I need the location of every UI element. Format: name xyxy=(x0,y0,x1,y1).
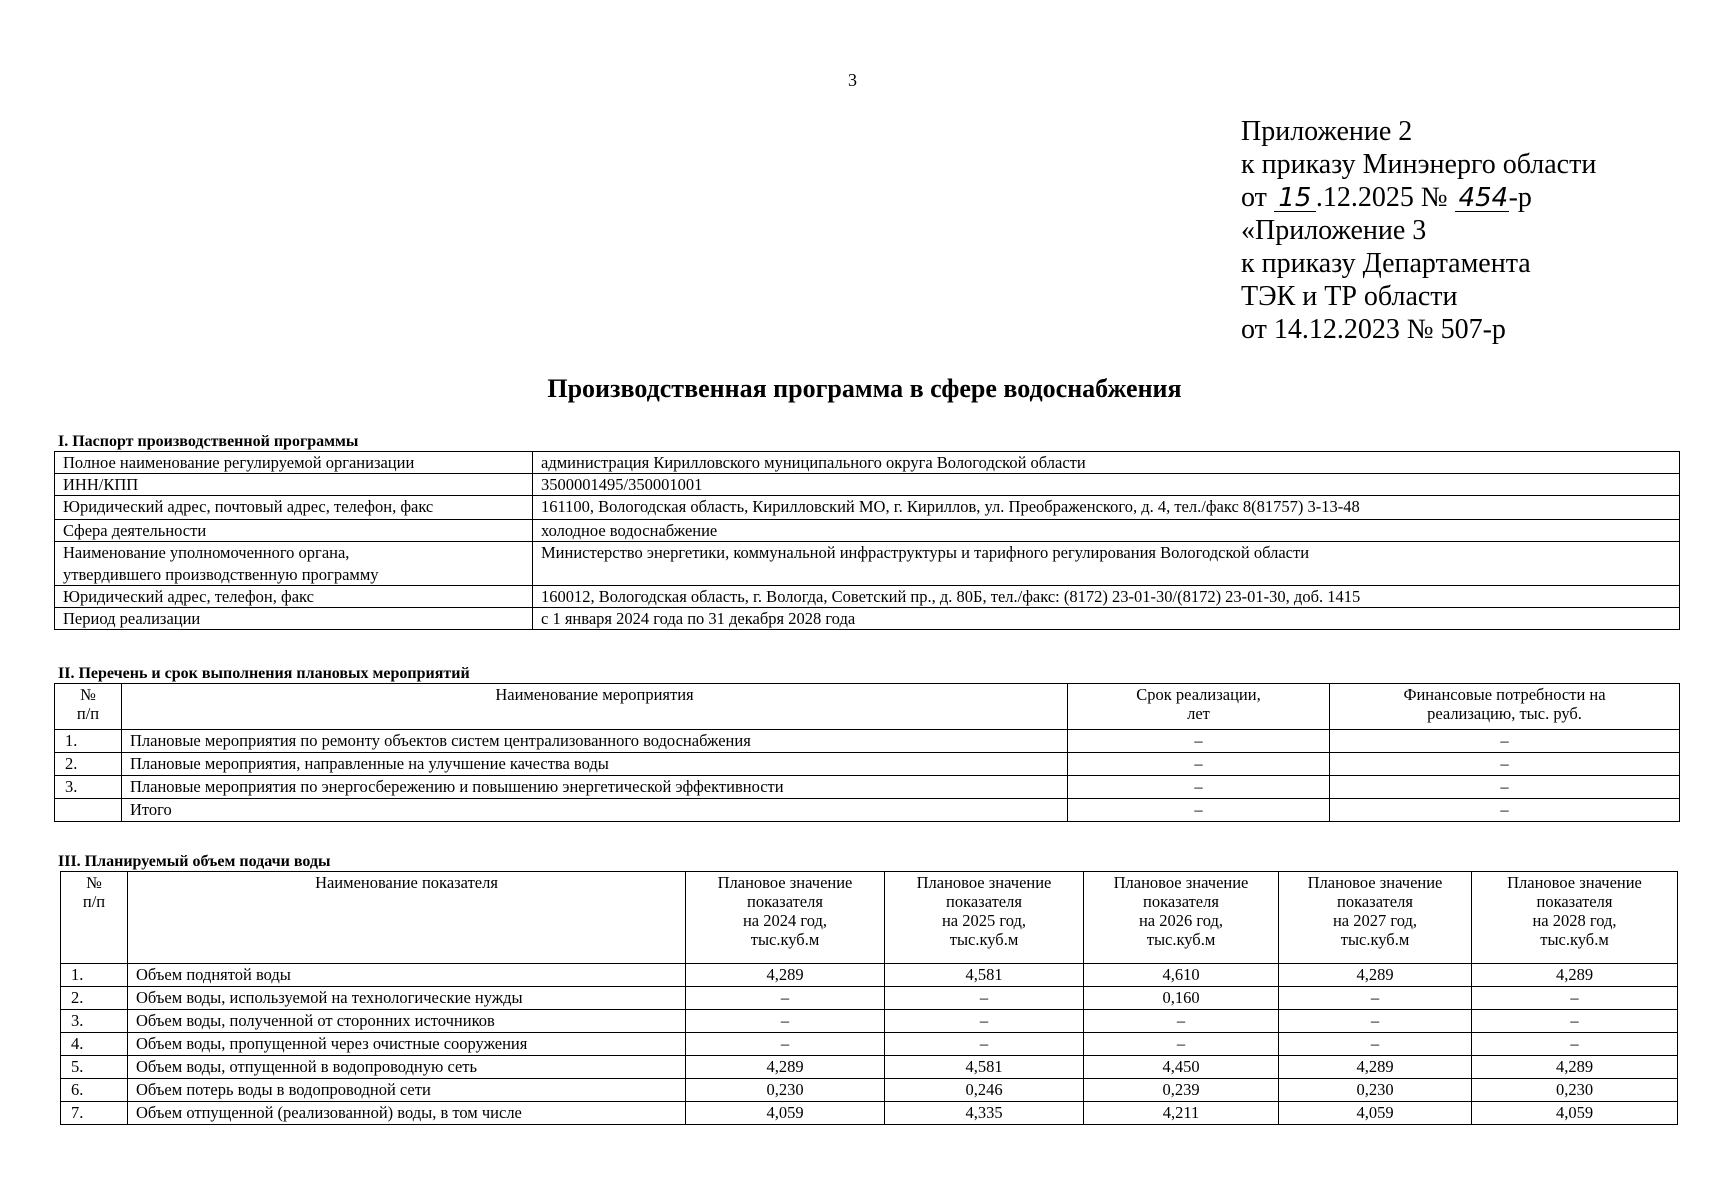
activity-finance: – xyxy=(1330,753,1680,776)
activity-name: Плановые мероприятия по энергосбережению и повышению энергетической эффективности xyxy=(122,776,1068,799)
value-2024: 4,059 xyxy=(686,1102,885,1125)
header-text: на 2025 год, xyxy=(941,911,1027,930)
indicator-name: Объем отпущенной (реализованной) воды, в том числе xyxy=(128,1102,686,1125)
section-3-heading: III. Планируемый объем подачи воды xyxy=(58,853,331,870)
activities-table xyxy=(54,683,1680,822)
row-num: 3. xyxy=(61,1010,128,1033)
value-2026: 4,610 xyxy=(1084,964,1279,987)
section-2-heading: II. Перечень и срок выполнения плановых мероприятий xyxy=(58,665,470,682)
header-text: № xyxy=(86,873,102,892)
activity-term: – xyxy=(1068,730,1330,753)
value-2028: 4,059 xyxy=(1472,1102,1678,1125)
header-text: тыс.куб.м xyxy=(949,930,1019,949)
indicator-name: Объем потерь воды в водопроводной сети xyxy=(128,1079,686,1102)
header-text: на 2026 год, xyxy=(1138,911,1224,930)
header-text: показателя xyxy=(1337,892,1413,911)
col-header-num xyxy=(55,684,122,730)
header-text: на 2027 год, xyxy=(1332,911,1418,930)
section-1-heading: I. Паспорт производственной программы xyxy=(58,433,359,450)
header-text: реализацию, тыс. руб. xyxy=(1427,704,1582,723)
table-row xyxy=(61,1102,1678,1125)
header-text: тыс.куб.м xyxy=(1540,930,1609,949)
appendix-line-5: к приказу Департамента xyxy=(1241,248,1531,279)
value-2024: – xyxy=(686,1010,885,1033)
header-text: показателя xyxy=(747,892,823,911)
value-2028: – xyxy=(1472,987,1678,1010)
value-2025: 4,335 xyxy=(885,1102,1084,1125)
value-2024: 4,289 xyxy=(686,1056,885,1079)
value-2027: 4,059 xyxy=(1279,1102,1472,1125)
table-row xyxy=(55,586,1680,608)
value-2026: 4,211 xyxy=(1084,1102,1279,1125)
passport-label: Период реализации xyxy=(55,608,533,630)
row-num xyxy=(55,799,122,822)
row-num: 2. xyxy=(55,753,122,776)
value-2026: 4,450 xyxy=(1084,1056,1279,1079)
value-2026: – xyxy=(1084,1033,1279,1056)
activity-name: Плановые мероприятия, направленные на улучшение качества воды xyxy=(122,753,1068,776)
value-2025: – xyxy=(885,987,1084,1010)
value-2025: – xyxy=(885,1033,1084,1056)
value-2026: 0,160 xyxy=(1084,987,1279,1010)
indicator-name: Объем воды, отпущенной в водопроводную сеть xyxy=(128,1056,686,1079)
value-2027: – xyxy=(1279,1010,1472,1033)
header-text: Плановое значение xyxy=(916,873,1052,892)
value-2027: 4,289 xyxy=(1279,964,1472,987)
row-num: 5. xyxy=(61,1056,128,1079)
col-header-num xyxy=(61,872,128,964)
table-row xyxy=(55,608,1680,630)
value-2028: – xyxy=(1472,1033,1678,1056)
value-2026: 0,239 xyxy=(1084,1079,1279,1102)
value-2024: – xyxy=(686,1033,885,1056)
activity-finance: – xyxy=(1330,730,1680,753)
col-header-name: Наименование мероприятия xyxy=(122,684,1068,730)
col-header-term xyxy=(1068,684,1330,730)
indicator-name: Объем воды, используемой на технологические нужды xyxy=(128,987,686,1010)
appendix-line-6: ТЭК и ТР области xyxy=(1241,281,1458,312)
row-num: 6. xyxy=(61,1079,128,1102)
table-row xyxy=(55,520,1680,542)
activity-finance: – xyxy=(1330,799,1680,822)
value-2024: 4,289 xyxy=(686,964,885,987)
appendix-line-2: к приказу Минэнерго области xyxy=(1241,149,1597,180)
header-text: тыс.куб.м xyxy=(1146,930,1216,949)
value-2028: 0,230 xyxy=(1472,1079,1678,1102)
passport-label: Юридический адрес, телефон, факс xyxy=(55,586,533,608)
table-row xyxy=(61,1010,1678,1033)
col-header-name: Наименование показателя xyxy=(128,872,686,964)
table-row xyxy=(55,753,1680,776)
col-header-finance xyxy=(1330,684,1680,730)
appendix-date-prefix: от xyxy=(1241,182,1267,213)
table-row xyxy=(55,452,1680,474)
value-2025: 0,246 xyxy=(885,1079,1084,1102)
table-header-row xyxy=(55,684,1680,730)
passport-value: 3500001495/350001001 xyxy=(533,474,1680,496)
header-text: п/п xyxy=(76,704,100,723)
header-text: Плановое значение xyxy=(1507,873,1642,892)
table-row xyxy=(55,776,1680,799)
table-row xyxy=(61,1033,1678,1056)
activity-name: Плановые мероприятия по ремонту объектов систем централизованного водоснабжения xyxy=(122,730,1068,753)
header-text: тыс.куб.м xyxy=(1340,930,1410,949)
value-2028: – xyxy=(1472,1010,1678,1033)
indicator-name: Объем воды, полученной от сторонних источников xyxy=(128,1010,686,1033)
col-header-year xyxy=(1472,872,1678,964)
indicator-name: Объем поднятой воды xyxy=(128,964,686,987)
value-2024: – xyxy=(686,987,885,1010)
header-text: Плановое значение xyxy=(717,873,853,892)
activity-term: – xyxy=(1068,799,1330,822)
passport-value: с 1 января 2024 года по 31 декабря 2028 года xyxy=(533,608,1680,630)
handwritten-day: 15 xyxy=(1274,185,1316,212)
page-title: Производственная программа в сфере водоснабжения xyxy=(547,374,1182,403)
activity-term: – xyxy=(1068,776,1330,799)
passport-value: Министерство энергетики, коммунальной инфраструктуры и тарифного регулирования Вологодской области xyxy=(533,542,1680,586)
appendix-date-suffix: -р xyxy=(1508,182,1532,213)
row-num: 1. xyxy=(61,964,128,987)
header-text: на 2028 год, xyxy=(1532,911,1617,930)
table-row xyxy=(61,1056,1678,1079)
value-2028: 4,289 xyxy=(1472,964,1678,987)
header-text: тыс.куб.м xyxy=(750,930,820,949)
header-text: № xyxy=(80,685,96,704)
passport-label: Юридический адрес, почтовый адрес, телефон, факс xyxy=(55,496,533,520)
table-row xyxy=(55,542,1680,586)
col-header-year xyxy=(686,872,885,964)
passport-label xyxy=(55,542,533,586)
table-row xyxy=(55,799,1680,822)
row-num: 2. xyxy=(61,987,128,1010)
row-num: 1. xyxy=(55,730,122,753)
value-2025: 4,581 xyxy=(885,1056,1084,1079)
value-2028: 4,289 xyxy=(1472,1056,1678,1079)
header-text: Плановое значение xyxy=(1307,873,1443,892)
value-2027: 0,230 xyxy=(1279,1079,1472,1102)
row-num: 4. xyxy=(61,1033,128,1056)
volumes-table xyxy=(60,871,1678,1125)
indicator-name: Объем воды, пропущенной через очистные сооружения xyxy=(128,1033,686,1056)
header-text: п/п xyxy=(82,892,106,911)
appendix-line-1: Приложение 2 xyxy=(1241,116,1413,147)
handwritten-order-number: 454 xyxy=(1455,185,1509,212)
table-row xyxy=(55,474,1680,496)
appendix-line-7: от 14.12.2023 № 507-р xyxy=(1241,314,1506,345)
table-row xyxy=(55,730,1680,753)
value-2027: – xyxy=(1279,1033,1472,1056)
header-text: показателя xyxy=(1536,892,1613,911)
table-header-row xyxy=(61,872,1678,964)
activity-term: – xyxy=(1068,753,1330,776)
header-text: Плановое значение xyxy=(1113,873,1249,892)
table-row xyxy=(55,496,1680,520)
header-text: показателя xyxy=(946,892,1022,911)
value-2026: – xyxy=(1084,1010,1279,1033)
activity-name: Итого xyxy=(122,799,1068,822)
appendix-line-4: «Приложение 3 xyxy=(1241,215,1427,246)
col-header-year xyxy=(1084,872,1279,964)
value-2025: 4,581 xyxy=(885,964,1084,987)
passport-label-line-2: утвердившего производственную программу xyxy=(63,565,379,584)
value-2027: – xyxy=(1279,987,1472,1010)
header-text: Финансовые потребности на xyxy=(1403,685,1606,704)
activity-finance: – xyxy=(1330,776,1680,799)
row-num: 7. xyxy=(61,1102,128,1125)
row-num: 3. xyxy=(55,776,122,799)
passport-value: холодное водоснабжение xyxy=(533,520,1680,542)
passport-value: 160012, Вологодская область, г. Вологда, Советский пр., д. 80Б, тел./факс: (8172) 23-01-30/(8172) 23-01-30, доб. 1415 xyxy=(533,586,1680,608)
header-text: на 2024 год, xyxy=(742,911,828,930)
appendix-line-3 xyxy=(1241,181,1596,214)
header-text: показателя xyxy=(1143,892,1219,911)
page-number: 3 xyxy=(848,70,857,90)
passport-label: Сфера деятельности xyxy=(55,520,533,542)
appendix-block xyxy=(1241,115,1596,346)
table-row xyxy=(61,1079,1678,1102)
passport-label: Полное наименование регулируемой организации xyxy=(55,452,533,474)
table-row xyxy=(61,964,1678,987)
passport-label: ИНН/КПП xyxy=(55,474,533,496)
value-2025: – xyxy=(885,1010,1084,1033)
col-header-year xyxy=(885,872,1084,964)
passport-value: 161100, Вологодская область, Кирилловский МО, г. Кириллов, ул. Преображенского, д. 4, тел./факс 8(81757) 3-13-48 xyxy=(533,496,1680,520)
passport-label-line-1: Наименование уполномоченного органа, xyxy=(63,543,350,562)
value-2027: 4,289 xyxy=(1279,1056,1472,1079)
table-row xyxy=(61,987,1678,1010)
value-2024: 0,230 xyxy=(686,1079,885,1102)
col-header-year xyxy=(1279,872,1472,964)
appendix-date-middle: .12.2025 № xyxy=(1315,182,1448,213)
header-text: Срок реализации, xyxy=(1136,685,1261,704)
passport-table xyxy=(54,451,1680,630)
passport-value: администрация Кирилловского муниципального округа Вологодской области xyxy=(533,452,1680,474)
header-text: лет xyxy=(1187,704,1210,723)
